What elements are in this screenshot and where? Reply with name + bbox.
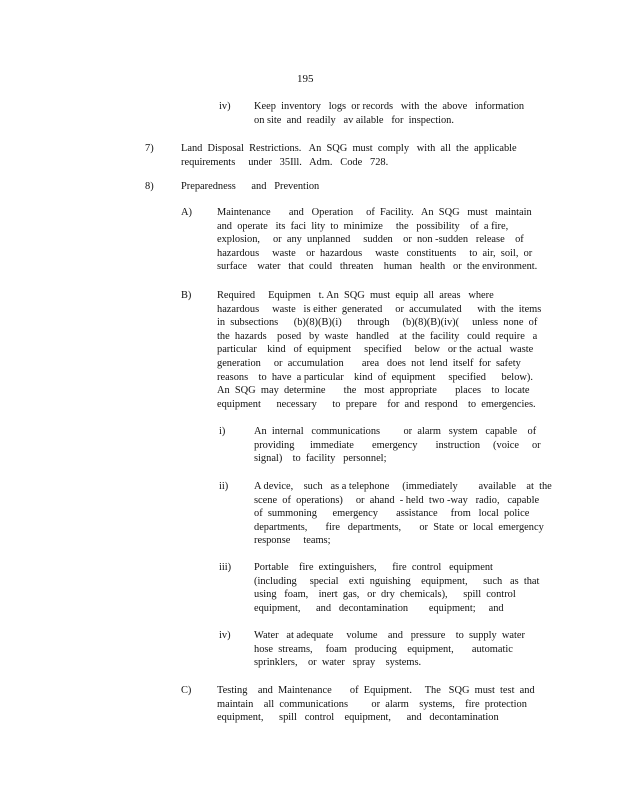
list-marker: ii) <box>219 481 229 492</box>
text-line: response teams; <box>254 535 331 547</box>
text-line: sprinklers, or water spray systems. <box>254 657 422 669</box>
text-line: Keep inventory logs or records with the above information <box>254 101 525 112</box>
paragraph-text <box>254 561 540 615</box>
text-line: Portable fire extinguishers, fire control equipment <box>254 562 493 573</box>
paragraph-text <box>217 289 542 411</box>
text-line: maintain all communications or alarm systems, fire protection <box>217 698 527 710</box>
paragraph-text <box>181 142 541 169</box>
list-marker: i) <box>219 426 226 437</box>
list-marker: 8) <box>145 181 154 192</box>
text-line: hazardous waste or hazardous waste constituents to air, soil, or <box>217 247 533 259</box>
list-marker: C) <box>181 685 192 696</box>
text-line: equipment necessary to prepare for and respond to emergencies. <box>217 398 536 410</box>
page-number: 195 <box>297 73 314 85</box>
text-line: reasons to have a particular kind of equipment specified below). <box>217 371 533 383</box>
text-line: equipment, and decontamination equipment; and <box>254 602 504 614</box>
paragraph-text <box>217 684 537 725</box>
text-line: of summoning emergency assistance from local police <box>254 508 530 520</box>
list-marker: iv) <box>219 101 231 112</box>
text-line: An SQG may determine the most appropriate places to locate <box>217 385 530 397</box>
list-marker: iii) <box>219 562 232 573</box>
text-line: signal) to facility personnel; <box>254 453 387 465</box>
text-line: surface water that could threaten human health or the environment. <box>217 261 538 273</box>
list-marker: A) <box>181 207 192 218</box>
text-line: and operate its faci lity to minimize the possibility of a fire, <box>217 220 509 232</box>
paragraph-text <box>254 100 544 127</box>
text-line: providing immediate emergency instruction (voice or <box>254 439 541 451</box>
text-line: in subsections (b)(8)(B)(i) through (b)(8)(B)(iv)( unless none of <box>217 317 538 329</box>
text-line: using foam, inert gas, or dry chemicals), spill control <box>254 589 516 601</box>
paragraph-text <box>254 629 534 670</box>
text-line: generation or accumulation area does not lend itself for safety <box>217 357 521 369</box>
text-line: departments, fire departments, or State or local emergency <box>254 521 544 533</box>
text-line: Preparedness and Prevention <box>181 181 320 192</box>
text-line: explosion, or any unplanned sudden or non -sudden release of <box>217 234 524 246</box>
section-heading <box>181 180 481 194</box>
text-line: Testing and Maintenance of Equipment. The SQG must test and <box>217 685 535 696</box>
text-line: (including special exti nguishing equipment, such as that <box>254 575 540 587</box>
paragraph-text <box>254 425 541 466</box>
text-line: An internal communications or alarm system capable of <box>254 426 537 437</box>
paragraph-text <box>254 480 552 548</box>
text-line: on site and readily av ailable for inspection. <box>254 114 454 126</box>
text-line: hose streams, foam producing equipment, automatic <box>254 643 513 655</box>
text-line: Required Equipmen t. An SQG must equip all areas where <box>217 290 494 301</box>
text-line: Maintenance and Operation of Facility. An SQG must maintain <box>217 207 532 218</box>
text-line: the hazards posed by waste handled at the facility could require a <box>217 330 538 342</box>
text-line: particular kind of equipment specified below or the actual waste <box>217 344 534 356</box>
paragraph-text <box>217 206 537 274</box>
text-line: requirements under 35Ill. Adm. Code 728. <box>181 156 389 168</box>
list-marker: iv) <box>219 630 231 641</box>
text-line: scene of operations) or ahand - held two -way radio, capable <box>254 494 540 506</box>
list-marker: B) <box>181 290 192 301</box>
text-line: equipment, spill control equipment, and decontamination <box>217 712 499 724</box>
list-marker: 7) <box>145 143 154 154</box>
text-line: Water at adequate volume and pressure to supply water <box>254 630 525 641</box>
text-line: A device, such as a telephone (immediately available at the <box>254 481 552 492</box>
text-line: Land Disposal Restrictions. An SQG must comply with all the applicable <box>181 143 517 154</box>
text-line: hazardous waste is either generated or accumulated with the items <box>217 303 542 315</box>
